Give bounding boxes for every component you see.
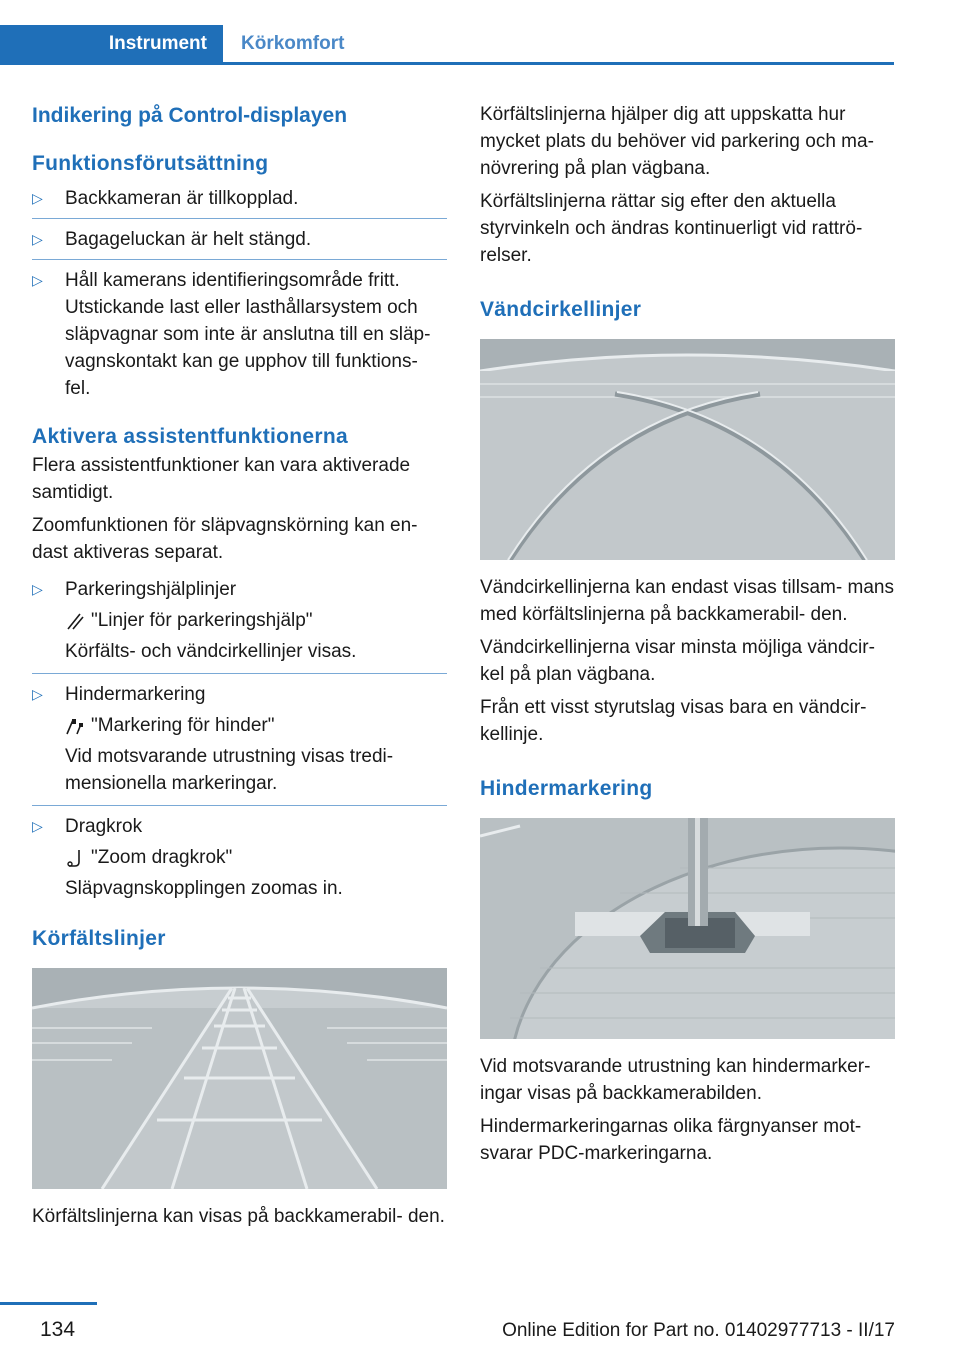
footer-rule [0, 1302, 97, 1305]
list-item: ▷ Håll kamerans identifieringsområde fritt. Utstickande last eller lasthållarsystem och släpvagnar som inte är anslutna till en släp- vagnskontakt kan ge upphov till funktions- fel. [32, 259, 447, 402]
turn-paragraph-1: Vändcirkellinjerna kan endast visas tillsam- mans med körfältslinjerna på backkamerabil- den. [480, 577, 894, 625]
section-title: Indikering på Control-displayen [32, 104, 348, 127]
turn-paragraph-3: Från ett visst styrutslag visas bara en vändcir- kellinje. [480, 697, 867, 745]
triangle-bullet-icon: ▷ [32, 686, 43, 702]
prereq-list [32, 185, 447, 402]
triangle-bullet-icon: ▷ [32, 231, 43, 247]
function-desc: Vid motsvarande utrustning visas tredi- mensionella markeringar. [65, 746, 394, 794]
lane-lines-figure [32, 968, 447, 1189]
list-item: ▷ Backkameran är tillkopplad. [32, 185, 447, 218]
function-item-parking-lines: ▷ Parkeringshjälplinjer "Linjer för parkeringshjälp" Körfälts- och vändcirkellinjer visas. [32, 572, 447, 673]
activate-paragraph-2: Zoomfunktionen för släpvagnskörning kan en- dast aktiveras separat. [32, 515, 418, 563]
triangle-bullet-icon: ▷ [32, 190, 43, 206]
left-column [32, 95, 447, 1230]
function-item-tow-hitch: ▷ Dragkrok "Zoom dragkrok" Släpvagnskopplingen zoomas in. [32, 805, 447, 902]
edition-note: Online Edition for Part no. 01402977713 - II/17 [502, 1320, 895, 1341]
turn-paragraph-2: Vändcirkellinjerna visar minsta möjliga vändcir- kel på plan vägbana. [480, 637, 875, 685]
lanes-caption: Körfältslinjerna kan visas på backkamerabil- den. [32, 1206, 445, 1227]
tow-hitch-icon[interactable] [65, 848, 85, 868]
function-item-obstacle: ▷ Hindermarkering "Markering för hinder" Vid motsvarande utrustning visas tredi- mensionella markeringar. [32, 673, 447, 805]
chapter-tabs [0, 25, 894, 65]
triangle-bullet-icon: ▷ [32, 581, 43, 597]
list-item: ▷ Bagageluckan är helt stängd. [32, 218, 447, 259]
obstacle-title: Hindermarkering [480, 777, 653, 800]
function-quote: "Markering för hinder" [91, 715, 275, 736]
parking-lines-icon[interactable] [65, 611, 85, 631]
right-column [480, 95, 895, 1167]
function-desc: Släpvagnskopplingen zoomas in. [65, 878, 343, 899]
activate-title: Aktivera assistentfunktionerna [32, 425, 348, 448]
turning-circle-figure [480, 339, 895, 560]
lanes-paragraph-1: Körfältslinjerna hjälper dig att uppskatta hur mycket plats du behöver vid parkering och ma- növrering på plan vägbana. [480, 104, 874, 179]
obstacle-paragraph-1: Vid motsvarande utrustning kan hindermarker- ingar visas på backkamerabilden. [480, 1056, 871, 1104]
obstacle-marking-figure [480, 818, 895, 1039]
obstacle-marking-icon[interactable] [65, 716, 85, 736]
activate-paragraph-1: Flera assistentfunktioner kan vara aktiverade samtidigt. [32, 455, 411, 503]
lanes-title: Körfältslinjer [32, 927, 166, 950]
lanes-paragraph-2: Körfältslinjerna rättar sig efter den aktuella styrvinkeln och ändras kontinuerligt vid rattrö- relser. [480, 191, 863, 266]
tab-korkomfort[interactable]: Körkomfort [241, 32, 345, 54]
function-desc: Körfälts- och vändcirkellinjer visas. [65, 641, 357, 662]
triangle-bullet-icon: ▷ [32, 272, 43, 288]
function-quote: "Linjer för parkeringshjälp" [91, 610, 313, 631]
obstacle-paragraph-2: Hindermarkeringarnas olika färgnyanser mot- svarar PDC-markeringarna. [480, 1116, 862, 1164]
triangle-bullet-icon: ▷ [32, 818, 43, 834]
prereq-title: Funktionsförutsättning [32, 152, 269, 175]
functions-list [32, 572, 447, 902]
turn-circle-title: Vändcirkellinjer [480, 298, 642, 321]
page-number: 134 [40, 1318, 76, 1341]
tab-instrument[interactable]: Instrument [0, 25, 223, 62]
function-quote: "Zoom dragkrok" [91, 847, 233, 868]
